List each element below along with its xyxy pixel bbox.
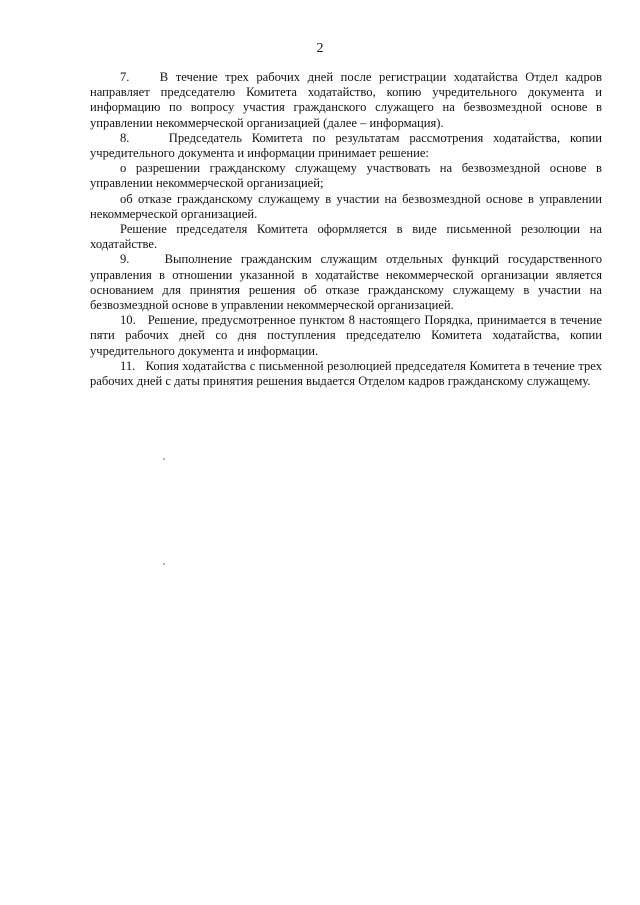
scan-speck <box>163 458 165 460</box>
paragraph-9: 9. Выполнение гражданским служащим отдельных функций государственного управления в отношении указанной в ходатайстве некоммерческой организации является основанием для принятия решения об отказе гражданскому служащему в участии на безвозмездной основе в управлении некоммерческой организацией. <box>90 252 602 313</box>
paragraph-7: 7. В течение трех рабочих дней после регистрации ходатайства Отдел кадров направляет председателю Комитета ходатайство, копию учредительного документа и информацию по вопросу участия гражданского служащего на безвозмездной основе в управлении некоммерческой организацией (далее – информация). <box>90 70 602 130</box>
document-body <box>90 70 602 389</box>
paragraph-10: 10. Решение, предусмотренное пунктом 8 настоящего Порядка, принимается в течение пяти рабочих дней со дня поступления председателю Комитета ходатайства, копии учредительного документа и информации. <box>90 313 602 358</box>
paragraph-resolution: Решение председателя Комитета оформляется в виде письменной резолюции на ходатайстве. <box>90 222 602 252</box>
paragraph-8-option-deny: об отказе гражданскому служащему в участии на безвозмездной основе в управлении некоммерческой организацией. <box>90 191 602 221</box>
paragraph-11: 11. Копия ходатайства с письменной резолюцией председателя Комитета в течение трех рабочих дней с даты принятия решения выдается Отделом кадров гражданскому служащему. <box>90 358 602 389</box>
page-number: 2 <box>316 41 324 56</box>
paragraph-8-option-allow: о разрешении гражданскому служащему участвовать на безвозмездной основе в управлении некоммерческой организацией; <box>90 161 602 191</box>
scan-speck <box>163 563 165 565</box>
paragraph-8: 8. Председатель Комитета по результатам рассмотрения ходатайства, копии учредительного документа и информации принимает решение: <box>90 130 602 161</box>
